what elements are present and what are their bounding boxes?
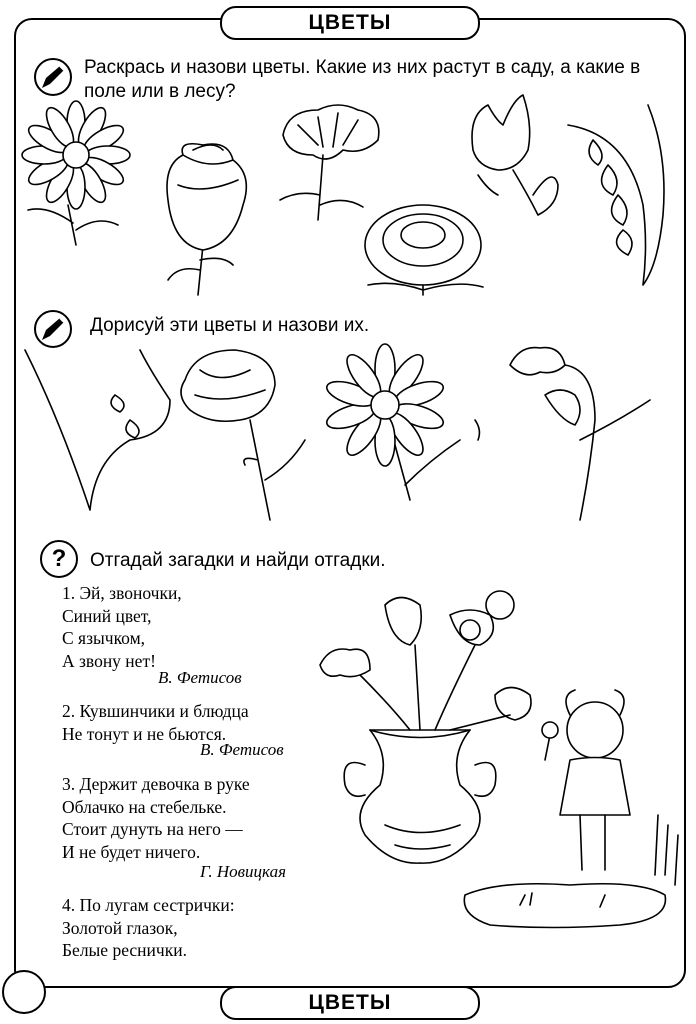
page-number-circle [2,970,46,1014]
flowers-row1-illustration [18,95,668,300]
bellflower-half-drawing [510,348,650,520]
riddle-1-author: В. Фетисов [158,668,242,687]
lily-of-valley-half-drawing [25,350,170,510]
riddle-3-author: Г. Новицкая [200,862,286,881]
riddle-2-author: В. Фетисов [200,740,284,759]
riddle-4: 4. По лугам сестрички: Золотой глазок, Белые реснички. [62,895,235,960]
daisy-drawing [22,101,130,245]
lily-of-valley-drawing [568,105,664,285]
task1-instruction: Раскрась и назови цветы. Какие из них растут в саду, а какие в поле или в лесу? [84,57,641,102]
daisy-half-drawing [324,344,480,500]
bouquet-drawing [320,591,531,730]
carnation-half-drawing [181,350,305,520]
page-title: ЦВЕТЫ [220,6,480,40]
cornflower-drawing [280,105,379,220]
vase-drawing [344,730,496,863]
aster-drawing [365,205,483,295]
riddle-2: 2. Кувшинчики и блюдца Не тонут и не бьются. [62,701,249,744]
vase-girl-illustration [300,585,685,935]
girl-drawing [542,690,630,870]
question-icon: ? [40,540,78,578]
task2-instruction: Дорисуй эти цветы и назови их. [90,315,370,336]
footer-title: ЦВЕТЫ [220,986,480,1020]
pencil-icon [34,58,72,96]
rose-drawing [167,144,246,295]
riddle-1: 1. Эй, звоночки, Синий цвет, С язычком, А звону нет! [62,583,182,671]
flowers-row2-illustration [20,340,670,530]
tulip-drawing [472,95,558,215]
task3-instruction: Отгадай загадки и найди отгадки. [90,550,386,571]
pond-drawing [464,815,678,928]
riddle-3: 3. Держит девочка в руке Облачко на стебельке. Стоит дунуть на него — И не будет ничего. [62,774,250,862]
